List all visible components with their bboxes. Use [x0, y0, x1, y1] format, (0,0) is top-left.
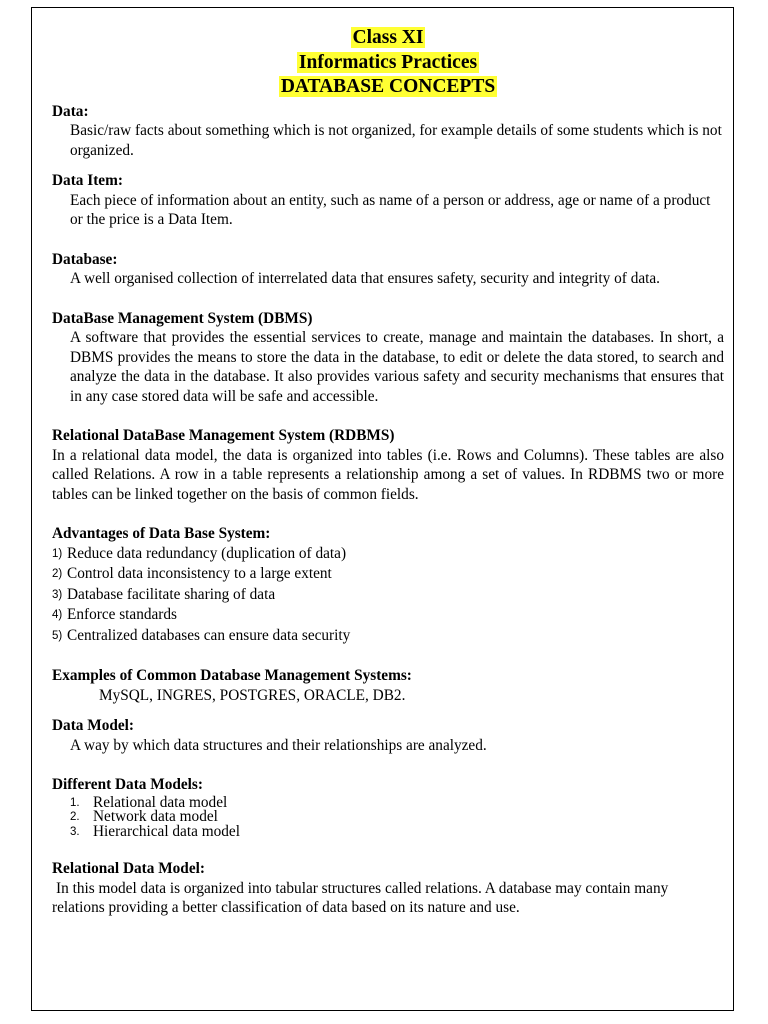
list-number: 4): [52, 609, 63, 621]
section-relational-model: [52, 859, 724, 918]
body-dbms: A software that provides the essential services to create, manage and maintain the databases. In short, a DBMS provides the means to store the data in the database, to edit or delete the data stored, to search and analyze the data in the database. It also provides various safety and security mechanisms that ensures that in any case stored data will be safe and accessible.: [70, 329, 724, 405]
list-number: 2): [52, 568, 63, 580]
list-text: Network data model: [93, 808, 218, 825]
section-dbms: [52, 309, 724, 407]
section-different-models: [52, 775, 724, 839]
list-text: Relational data model: [93, 793, 228, 811]
heading-rdbms: Relational DataBase Management System (RDBMS): [52, 427, 395, 444]
list-number: 1): [52, 547, 63, 560]
list-item: [52, 564, 724, 585]
list-text: Centralized databases can ensure data security: [67, 626, 351, 644]
list-number: 1.: [70, 796, 80, 809]
list-item: [52, 585, 724, 606]
heading-data: Data:: [52, 102, 89, 120]
list-text: Hierarchical data model: [93, 822, 240, 840]
section-advantages: [52, 524, 724, 646]
list-text: Enforce standards: [67, 606, 178, 623]
list-number: 5): [52, 629, 63, 642]
section-examples: [52, 666, 724, 705]
models-list: [52, 793, 724, 840]
list-item: [52, 626, 724, 647]
list-number: 3.: [70, 825, 80, 838]
title-subject: Informatics Practices: [298, 51, 478, 73]
document-content: [52, 26, 724, 918]
title-topic: DATABASE CONCEPTS: [280, 76, 496, 97]
section-database: [52, 250, 724, 289]
body-examples: MySQL, INGRES, POSTGRES, ORACLE, DB2.: [99, 686, 406, 704]
list-text: Control data inconsistency to a large extent: [67, 565, 332, 582]
title-block: [52, 26, 724, 100]
heading-database: Database:: [52, 250, 118, 268]
section-data-item: [52, 171, 724, 230]
body-data-item: Each piece of information about an entity, such as name of a person or address, age or name of a product or the price is a Data Item.: [70, 191, 711, 228]
section-data: [52, 102, 724, 161]
heading-examples: Examples of Common Database Management Systems:: [52, 667, 412, 684]
heading-data-item: Data Item:: [52, 172, 123, 189]
body-database: A well organised collection of interrelated data that ensures safety, security and integrity of data.: [70, 270, 660, 287]
heading-advantages: Advantages of Data Base System:: [52, 525, 271, 542]
list-item: [52, 822, 724, 840]
heading-dbms: DataBase Management System (DBMS): [52, 309, 313, 327]
body-data-model: A way by which data structures and their relationships are analyzed.: [70, 736, 487, 754]
section-rdbms: [52, 426, 724, 504]
section-data-model: [52, 716, 724, 755]
body-data: Basic/raw facts about something which is not organized, for example details of some students which is not organized.: [70, 122, 722, 159]
list-number: 2.: [70, 811, 80, 823]
body-relational-model: In this model data is organized into tabular structures called relations. A database may contain many relations providing a better classification of data based on its nature and use.: [52, 879, 669, 916]
list-item: [52, 544, 724, 565]
list-text: Database facilitate sharing of data: [67, 585, 276, 603]
title-class: Class XI: [352, 27, 424, 48]
list-item: [52, 605, 724, 626]
heading-relational-model: Relational Data Model:: [52, 860, 205, 877]
list-text: Reduce data redundancy (duplication of data): [67, 544, 347, 562]
body-rdbms: In a relational data model, the data is organized into tables (i.e. Rows and Columns). These tables are also called Relations. A row in a table represents a relationship among a set of values. In RDBMS two or more tables can be linked together on the basis of common fields.: [52, 446, 724, 503]
heading-different-models: Different Data Models:: [52, 776, 203, 793]
list-number: 3): [52, 588, 63, 601]
advantages-list: [52, 544, 724, 647]
heading-data-model: Data Model:: [52, 717, 134, 734]
